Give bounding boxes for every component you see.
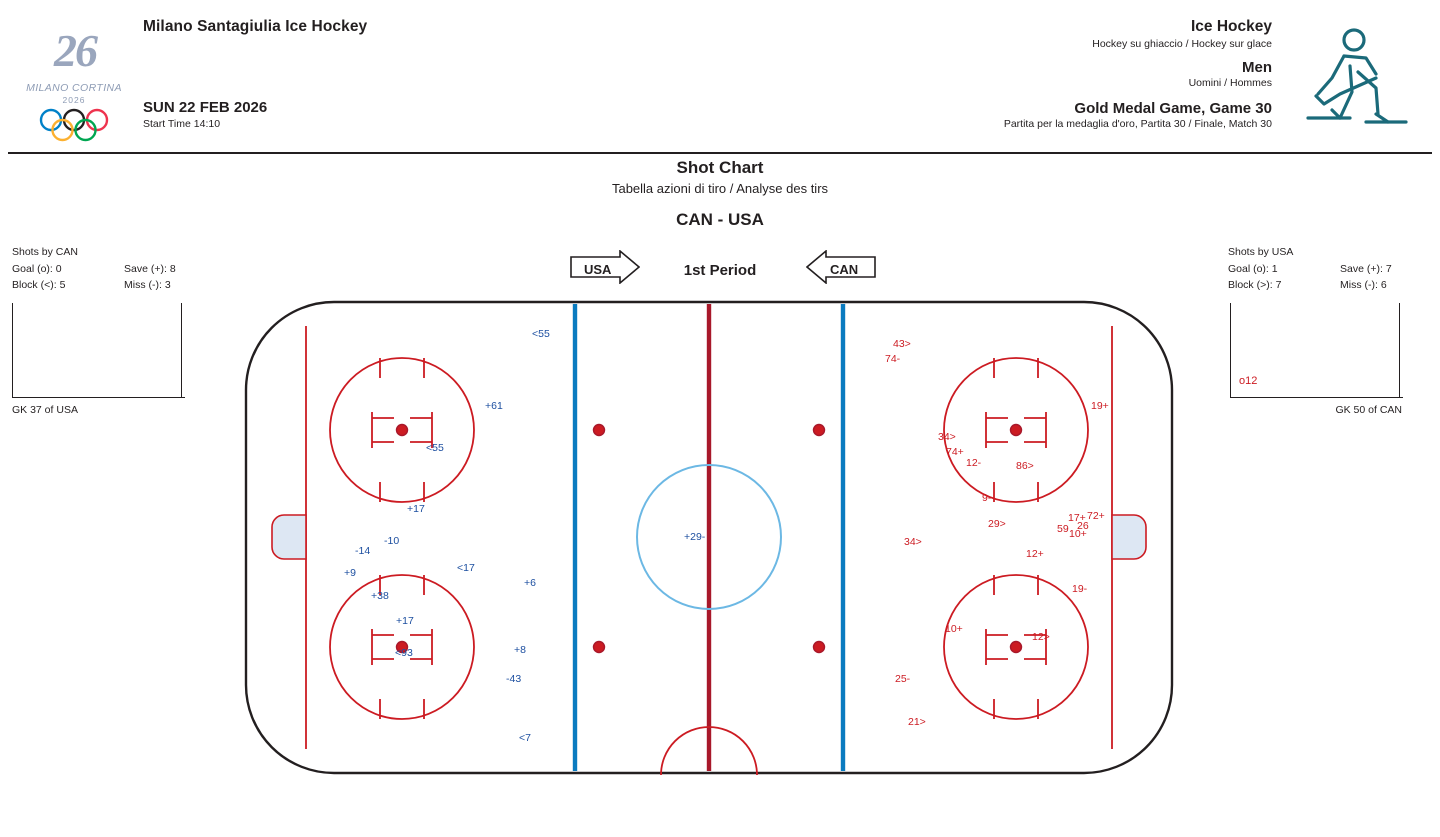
logo-name: MILANO CORTINA bbox=[26, 82, 122, 94]
shot-marker: 26 bbox=[1077, 520, 1089, 532]
direction-arrow-can bbox=[806, 250, 876, 289]
left-goalkeeper: GK 37 of USA bbox=[12, 404, 78, 416]
shot-marker: 43> bbox=[893, 338, 911, 350]
left-panel-stats bbox=[12, 263, 252, 291]
header-divider bbox=[8, 152, 1432, 154]
right-goalkeeper: GK 50 of CAN bbox=[1335, 404, 1402, 416]
category-name-translated: Uomini / Hommes bbox=[1188, 77, 1272, 89]
olympic-logo bbox=[18, 18, 130, 148]
shot-marker: <55 bbox=[426, 442, 444, 454]
shot-marker: <55 bbox=[532, 328, 550, 340]
left-save-label: Save (+): 8 bbox=[124, 263, 176, 275]
match-date: SUN 22 FEB 2026 bbox=[143, 99, 268, 116]
left-goal-net-diagram bbox=[12, 303, 182, 398]
direction-arrow-usa bbox=[570, 250, 640, 289]
shot-marker: +61 bbox=[485, 400, 503, 412]
right-save-label: Save (+): 7 bbox=[1340, 263, 1392, 275]
sport-name: Ice Hockey bbox=[1191, 18, 1272, 35]
right-stats-panel bbox=[1228, 246, 1428, 416]
right-goal-label: Goal (o): 1 bbox=[1228, 263, 1278, 275]
logo-mark: 26 bbox=[54, 25, 96, 76]
ice-hockey-pictogram-icon bbox=[1280, 22, 1420, 140]
shot-marker: 29> bbox=[988, 518, 1006, 530]
shot-marker: +38 bbox=[371, 590, 389, 602]
left-block-label: Block (<): 5 bbox=[12, 279, 66, 291]
shot-marker: 9- bbox=[982, 492, 992, 504]
shot-marker: +17 bbox=[396, 615, 414, 627]
rink-diagram bbox=[244, 300, 1174, 775]
arrow-label-usa: USA bbox=[584, 262, 612, 277]
shot-marker: -43 bbox=[506, 673, 522, 685]
shot-marker: -10 bbox=[384, 535, 400, 547]
right-net-baseline bbox=[1230, 397, 1403, 398]
right-miss-label: Miss (-): 6 bbox=[1340, 279, 1387, 291]
shot-marker: 74+ bbox=[946, 446, 964, 458]
left-stats-panel bbox=[12, 246, 252, 416]
shot-marker: 12+ bbox=[1026, 548, 1044, 560]
right-net-goal-marker: o12 bbox=[1239, 375, 1258, 387]
shot-marker: <7 bbox=[519, 732, 531, 744]
header-right-block bbox=[712, 18, 1272, 130]
shot-marker: 34> bbox=[938, 431, 956, 443]
shot-marker: 19- bbox=[1072, 583, 1088, 595]
page-subtitle: Tabella azioni di tiro / Analyse des tirs bbox=[611, 181, 829, 196]
shot-marker: +17 bbox=[407, 503, 425, 515]
shot-marker: 59 bbox=[1057, 523, 1069, 535]
left-net-baseline bbox=[12, 397, 185, 398]
period-label: 1st Period bbox=[683, 262, 757, 279]
shot-marker: 10+ bbox=[945, 623, 963, 635]
start-time: Start Time 14:10 bbox=[143, 118, 221, 130]
shot-marker: +8 bbox=[514, 644, 526, 656]
left-panel-heading: Shots by CAN bbox=[12, 246, 78, 258]
shot-marker: 17+ bbox=[1068, 512, 1086, 524]
shot-marker: <17 bbox=[457, 562, 475, 574]
shot-marker: 12> bbox=[1032, 631, 1050, 643]
page-title: Shot Chart bbox=[676, 158, 764, 177]
shot-marker: 19+ bbox=[1091, 400, 1109, 412]
shot-marker: 10+ bbox=[1069, 528, 1087, 540]
olympic-rings-icon bbox=[38, 108, 112, 144]
arrow-label-can: CAN bbox=[830, 262, 859, 277]
shot-marker: 34> bbox=[904, 536, 922, 548]
shot-marker: 12- bbox=[966, 457, 982, 469]
logo-year: 2026 bbox=[62, 95, 86, 105]
shot-marker: +29- bbox=[684, 531, 706, 543]
shot-marker: 72+ bbox=[1087, 510, 1105, 522]
right-goal-net-diagram bbox=[1230, 303, 1400, 398]
matchup-title: CAN - USA bbox=[676, 210, 764, 229]
event-title: Milano Santagiulia Ice Hockey bbox=[143, 18, 368, 35]
shot-marker: <93 bbox=[395, 647, 413, 659]
page-header bbox=[0, 0, 1440, 155]
shot-marker: +9 bbox=[344, 567, 356, 579]
sport-name-translated: Hockey su ghiaccio / Hockey sur glace bbox=[1092, 38, 1272, 50]
right-panel-heading: Shots by USA bbox=[1228, 246, 1294, 258]
shot-marker: 74- bbox=[885, 353, 901, 365]
shot-marker: -14 bbox=[355, 545, 371, 557]
shot-marker: 86> bbox=[1016, 460, 1034, 472]
category-name: Men bbox=[1242, 59, 1272, 76]
right-block-label: Block (>): 7 bbox=[1228, 279, 1282, 291]
shot-marker: 25- bbox=[895, 673, 911, 685]
shot-marker: +6 bbox=[524, 577, 536, 589]
game-name: Gold Medal Game, Game 30 bbox=[1074, 100, 1272, 117]
left-miss-label: Miss (-): 3 bbox=[124, 279, 171, 291]
left-goal-label: Goal (o): 0 bbox=[12, 263, 62, 275]
right-panel-stats bbox=[1228, 263, 1428, 291]
shot-marker: 21> bbox=[908, 716, 926, 728]
game-name-translated: Partita per la medaglia d'oro, Partita 30 / Finale, Match 30 bbox=[1003, 118, 1272, 130]
